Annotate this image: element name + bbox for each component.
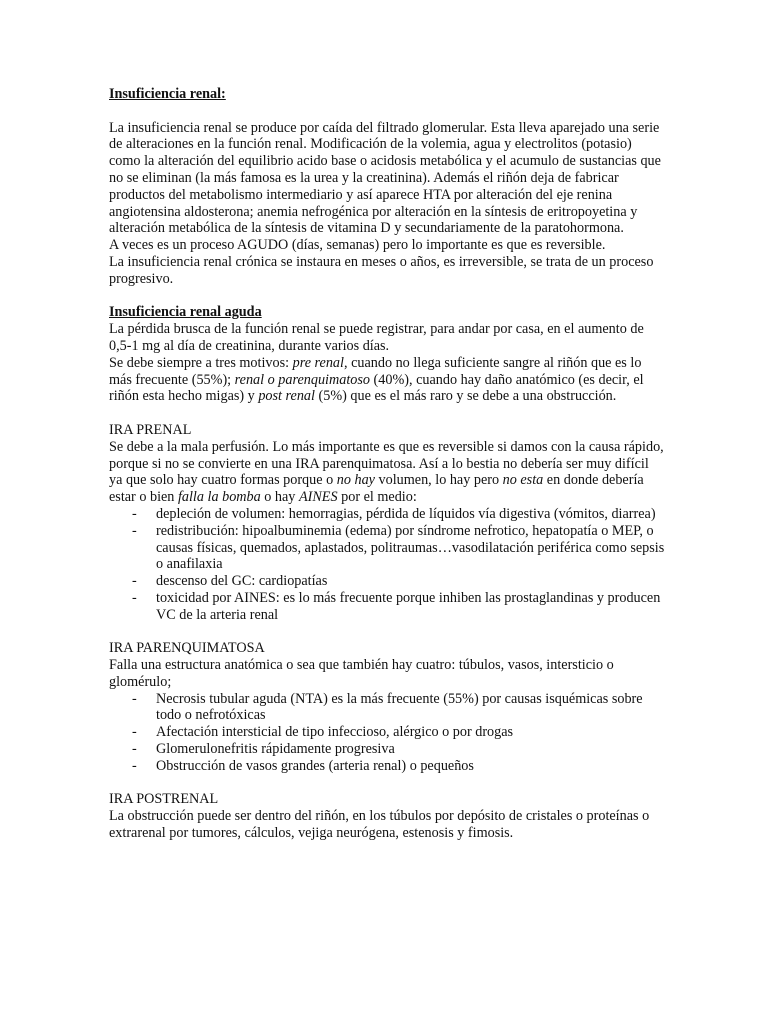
aguda-paragraph-2: [109, 355, 665, 405]
text-run-italic: post renal: [258, 388, 315, 405]
spacer: [109, 103, 665, 120]
text-run-italic: pre renal: [292, 354, 344, 371]
spacer: [109, 405, 665, 422]
spacer: [109, 288, 665, 305]
intro-paragraph-1: La insuficiencia renal se produce por caída del filtrado glomerular. Esta lleva aparejado una serie de alteraciones en la función renal. Modificación de la volemia, agua y electrolitos (potasio) como la alteración del equilibrio acido base o acidosis metabólica y el acumulo de sustancias que no se eliminan (la más famosa es la urea y la creatinina). Además el riñón deja de fabricar productos del metabolismo intermediario y así aparece HTA por alteración del eje renina angiotensina aldosterona; anemia nefrogénica por alteración en la síntesis de eritropoyetina y alteración metabólica de la síntesis de vitamina D y secundariamente de la paratohormona.: [109, 119, 661, 237]
prenal-paragraph: [109, 439, 665, 506]
section-heading-postrenal: IRA POSTRENAL: [109, 791, 219, 808]
text-run-italic: AINES: [298, 489, 338, 506]
text-run: en donde debería estar o bien: [109, 472, 644, 506]
list-item: - Necrosis tubular aguda (NTA) es la más frecuente (55%) por causas isquémicas sobre todo o nefrotóxicas: [109, 691, 665, 725]
section-heading-prenal: IRA PRENAL: [109, 421, 192, 438]
document-title: Insuficiencia renal:: [109, 86, 226, 102]
text-run: Se debe a la mala perfusión. Lo más importante es que es reversible si damos con la causa rápido, porque si no se convierte en una IRA parenquimatosa. Así a lo bestia no debería ser muy difícil ya que solo hay cuatro formas porque o: [109, 438, 664, 489]
text-run: , cuando no llega suficiente sangre al riñón que es lo más frecuente (55%);: [109, 354, 642, 388]
spacer: [109, 775, 665, 792]
parenquimatosa-paragraph: Falla una estructura anatómica o sea que también hay cuatro: túbulos, vasos, intersticio o glomérulo;: [109, 657, 614, 690]
postrenal-paragraph: La obstrucción puede ser dentro del riñón, en los túbulos por depósito de cristales o proteínas o extrarenal por tumores, cálculos, vejiga neurógena, estenosis y fimosis.: [109, 808, 650, 842]
list-item: - descenso del GC: cardiopatías: [109, 573, 665, 590]
text-run-italic: falla la bomba: [177, 489, 261, 506]
parenquimatosa-list: [109, 691, 665, 775]
text-run: Se debe siempre a tres motivos:: [109, 354, 293, 371]
list-item: - Glomerulonefritis rápidamente progresiva: [109, 741, 665, 758]
text-run: por el medio:: [337, 489, 417, 506]
list-item: - Afectación intersticial de tipo infeccioso, alérgico o por drogas: [109, 724, 665, 741]
list-item: - toxicidad por AINES: es lo más frecuente porque inhiben las prostaglandinas y producen VC de la arteria renal: [109, 590, 665, 624]
prenal-list: [109, 506, 665, 624]
intro-paragraph-2: A veces es un proceso AGUDO (días, semanas) pero lo importante es que es reversible.: [109, 237, 606, 254]
document-page: [109, 86, 665, 842]
text-run: (40%), cuando hay daño anatómico (es decir, el riñón esta hecho migas) y: [109, 371, 644, 405]
text-run: o hay: [260, 489, 299, 506]
text-run: (5%) que es el más raro y se debe a una obstrucción.: [314, 388, 617, 405]
section-heading-parenquimatosa: IRA PARENQUIMATOSA: [109, 640, 265, 657]
aguda-paragraph-1: La pérdida brusca de la función renal se puede registrar, para andar por casa, en el aumento de 0,5-1 mg al día de creatinina, durante varios días.: [109, 321, 644, 354]
text-run-italic: renal o parenquimatoso: [234, 371, 370, 388]
text-run-italic: no hay: [336, 472, 375, 489]
text-run: volumen, lo hay pero: [374, 472, 503, 489]
text-run-italic: no esta: [502, 472, 544, 489]
section-heading-aguda: Insuficiencia renal aguda: [109, 304, 262, 321]
list-item: - Obstrucción de vasos grandes (arteria renal) o pequeños: [109, 758, 665, 775]
list-item: - redistribución: hipoalbuminemia (edema) por síndrome nefrotico, hepatopatía o MEP, o causas físicas, quemados, aplastados, politraumas…vasodilatación periférica como sepsis o anafilaxia: [109, 523, 665, 573]
list-item: - depleción de volumen: hemorragias, pérdida de líquidos vía digestiva (vómitos, diarrea): [109, 506, 665, 523]
spacer: [109, 624, 665, 641]
intro-paragraph-3: La insuficiencia renal crónica se instaura en meses o años, es irreversible, se trata de un proceso progresivo.: [109, 253, 654, 287]
